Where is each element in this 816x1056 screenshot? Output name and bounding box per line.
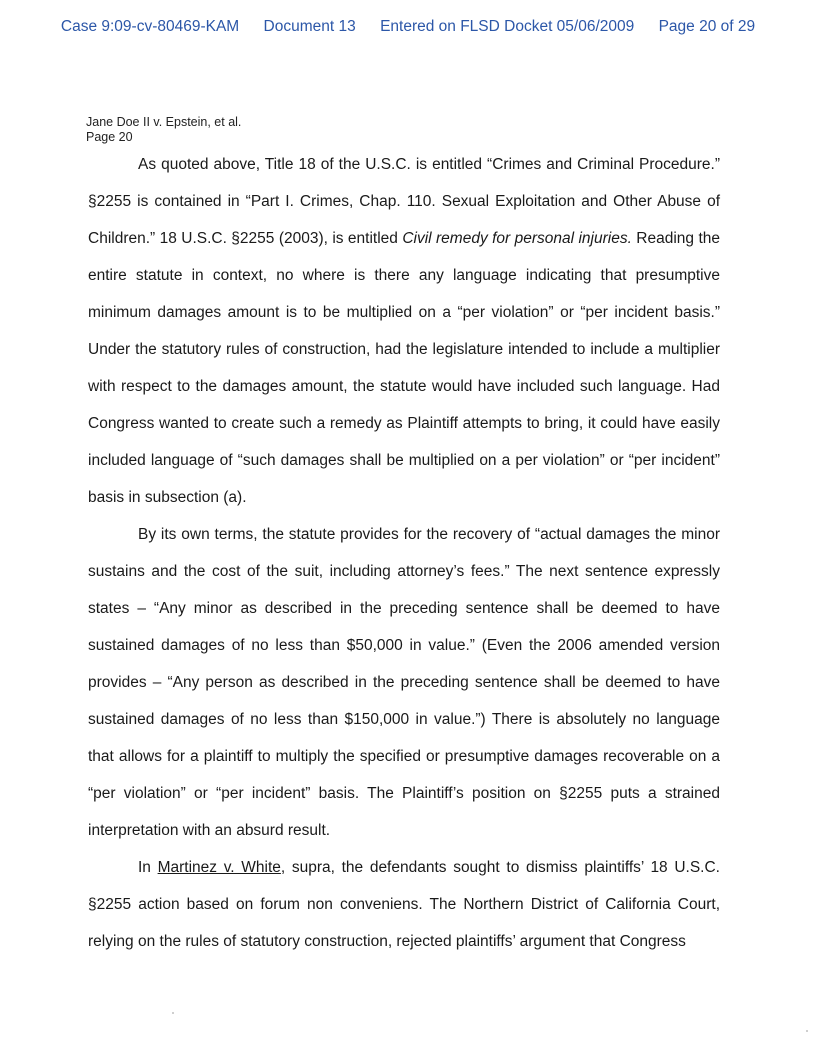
docket-stamp <box>0 18 816 36</box>
paragraph-3 <box>88 849 720 960</box>
scan-speck <box>806 1030 808 1032</box>
case-number: Case 9:09-cv-80469-KAM <box>60 18 240 35</box>
case-caption <box>86 115 241 145</box>
paragraph-1-italic-title: Civil remedy for personal injuries. <box>402 230 632 247</box>
paragraph-1-text-c: Reading the entire statute in context, no where is there any language indicating that presumptive minimum damages amount is to be multiplied on a “per violation” or “per incident basis.” Under the statutory rules of construction, had the legislature intended to include a multiplier with respect to the damages amount, the statute would have included such language. Had Congress wanted to create such a remedy as Plaintiff attempts to bring, it could have easily included language of “such damages shall be multiplied on a per violation” or “per incident” basis in subsection (a). <box>88 230 720 506</box>
page-count: Page 20 of 29 <box>658 18 756 35</box>
scan-speck <box>172 1012 174 1014</box>
paragraph-3-text-c: , supra, the defendants sought to dismiss plaintiffs’ 18 U.S.C. §2255 action based on forum non conveniens. The Northern District of California Court, relying on the rules of statutory construction, rejected plaintiffs’ argument that Congress <box>88 859 720 950</box>
paragraph-1-text-a: As quoted above, Title 18 of the U.S.C. is entitled “Crimes and Criminal Procedure.” §2255 is contained in “Part I. Crimes, Chap. 110. Sexual Exploitation and Other Abuse of Children.” 18 U.S.C. §2255 (2003), is entitled <box>88 156 720 247</box>
caption-title: Jane Doe II v. Epstein, et al. <box>86 115 242 129</box>
paragraph-3-case-citation: Martinez v. White <box>157 859 281 876</box>
paragraph-2: By its own terms, the statute provides for the recovery of “actual damages the minor sustains and the cost of the suit, including attorney’s fees.” The next sentence expressly states – “Any minor as described in the preceding sentence shall be deemed to have sustained damages of no less than $50,000 in value.” (Even the 2006 amended version provides – “Any person as described in the preceding sentence shall be deemed to have sustained damages of no less than $150,000 in value.”) There is absolutely no language that allows for a plaintiff to multiply the specified or presumptive damages recoverable on a “per violation” or “per incident” basis. The Plaintiff’s position on §2255 puts a strained interpretation with an absurd result. <box>88 526 720 839</box>
paragraph-3-text-a: In <box>138 859 158 876</box>
docket-entry: Entered on FLSD Docket 05/06/2009 <box>380 18 635 35</box>
paragraph-1 <box>88 146 720 516</box>
caption-page: Page 20 <box>86 130 133 144</box>
document-number: Document 13 <box>263 18 356 35</box>
document-body <box>88 146 720 960</box>
